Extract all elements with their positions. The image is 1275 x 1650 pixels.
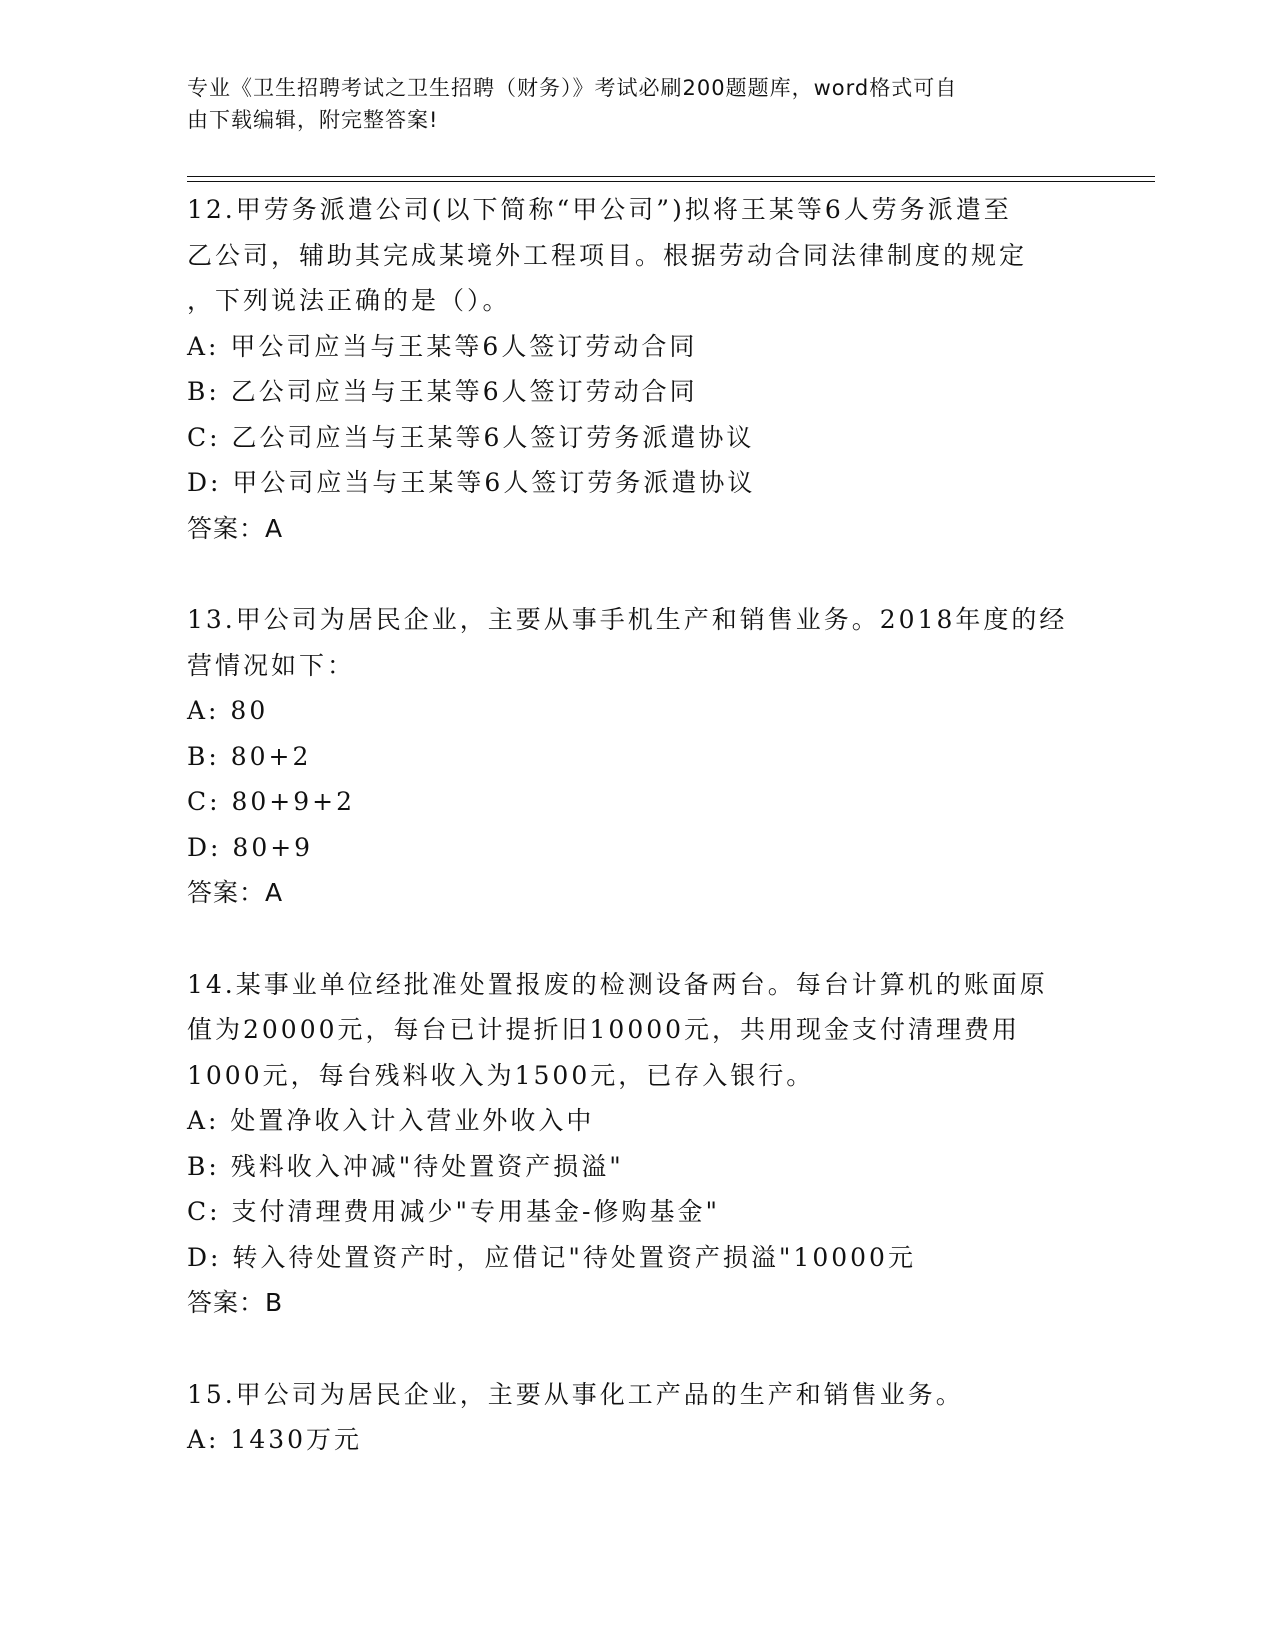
option-c: C: 支付清理费用减少"专用基金-修购基金" [187,1197,720,1226]
document-header [187,72,1087,136]
question-14 [187,962,1147,1326]
question-15 [187,1372,1147,1463]
option-a: A: 1430万元 [187,1425,363,1454]
question-stem-line: 15.甲公司为居民企业，主要从事化工产品的生产和销售业务。 [187,1379,964,1409]
question-stem-line: 14.某事业单位经批准处置报废的检测设备两台。每台计算机的账面原 [187,969,1048,999]
question-12 [187,187,1147,551]
question-13 [187,597,1147,916]
question-stem-line: ，下列说法正确的是（）。 [187,286,511,315]
question-stem-line: 乙公司，辅助其完成某境外工程项目。根据劳动合同法律制度的规定 [187,240,1028,270]
question-stem-line: 值为20000元，每台已计提折旧10000元，共用现金支付清理费用 [187,1015,1021,1044]
option-d: D: 80+9 [187,832,314,862]
header-line: 由下载编辑，附完整答案! [187,108,439,132]
question-stem-line: 营情况如下： [187,650,356,680]
option-b: B: 乙公司应当与王某等6人签订劳动合同 [187,377,698,406]
option-b: B: 80+2 [187,741,312,771]
header-divider [187,176,1155,177]
option-d: D: 甲公司应当与王某等6人签订劳务派遣协议 [187,468,756,497]
option-c: C: 80+9+2 [187,787,356,816]
option-d: D: 转入待处置资产时，应借记"待处置资产损溢"10000元 [187,1242,916,1272]
question-stem-line: 13.甲公司为居民企业，主要从事手机生产和销售业务。2018年度的经 [187,605,1068,634]
header-line: 专业《卫生招聘考试之卫生招聘（财务）》考试必刷200题题库，word格式可自 [187,76,958,100]
option-a: A: 甲公司应当与王某等6人签订劳动合同 [187,331,698,361]
option-c: C: 乙公司应当与王某等6人签订劳务派遣协议 [187,422,755,452]
option-a: A: 处置净收入计入营业外收入中 [187,1106,595,1135]
option-b: B: 残料收入冲减"待处置资产损溢" [187,1151,624,1181]
answer-label: 答案：B [187,1288,284,1317]
option-a: A: 80 [187,696,269,725]
question-list [187,187,1147,1463]
question-stem-line: 12.甲劳务派遣公司(以下简称“甲公司”)拟将王某等6人劳务派遣至 [187,195,1012,224]
header-divider [187,181,1155,182]
answer-label: 答案：A [187,513,284,543]
answer-label: 答案：A [187,878,284,907]
question-stem-line: 1000元，每台残料收入为1500元，已存入银行。 [187,1060,815,1090]
